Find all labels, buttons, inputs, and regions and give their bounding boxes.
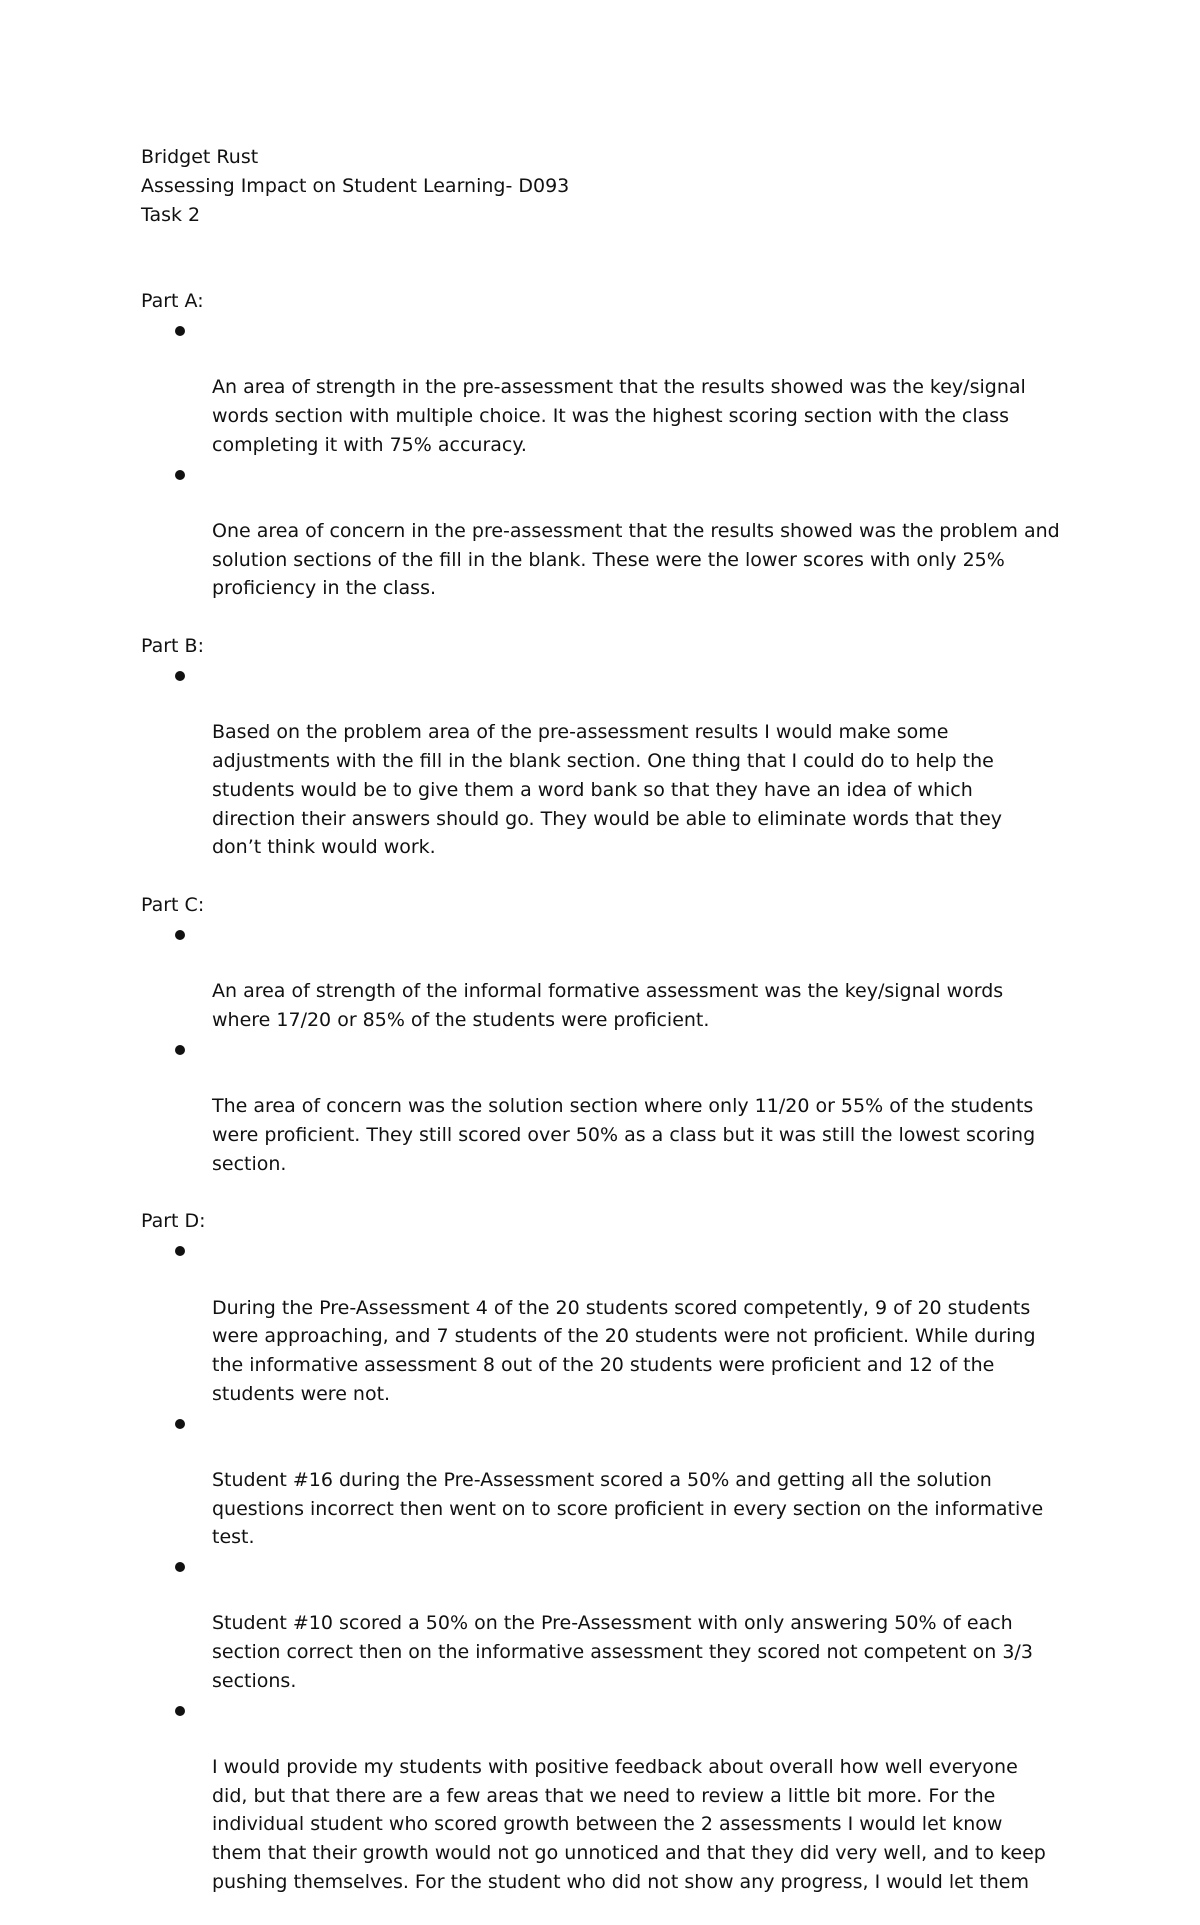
part-d-list	[141, 1236, 1081, 1896]
list-item	[141, 460, 1081, 604]
document-body	[141, 287, 1081, 1925]
list-item-text: Student #10 scored a 50% on the Pre-Assessment with only answering 50% of each section correct then on the informative assessment they scored not competent on 3/3 sections.	[212, 1612, 1033, 1692]
list-item-text: During the Pre-Assessment 4 of the 20 students scored competently, 9 of 20 students were approaching, and 7 students of the 20 students were not proficient. While during the informative assessment 8 out of the 20 students were proficient and 12 of the students were not.	[212, 1296, 1036, 1405]
list-item	[141, 1035, 1081, 1179]
list-item	[141, 661, 1081, 862]
part-c-heading: Part C:	[141, 893, 205, 916]
document-header	[141, 143, 1081, 230]
part-a-heading: Part A:	[141, 290, 204, 312]
part-b-section	[141, 632, 1081, 862]
list-item-text: An area of strength in the pre-assessment that the results showed was the key/signal words section with multiple choice. It was the highest scoring section with the class completing it with 75% accuracy.	[212, 376, 1026, 456]
list-item	[141, 920, 1081, 1035]
bullet-icon	[175, 1045, 185, 1055]
bullet-icon	[175, 1419, 185, 1429]
list-item	[141, 1696, 1081, 1897]
bullet-icon	[175, 1706, 185, 1716]
list-item	[141, 1552, 1081, 1696]
task-label: Task 2	[141, 204, 201, 226]
list-item	[141, 1236, 1081, 1408]
bullet-icon	[175, 1246, 185, 1256]
part-b-heading: Part B:	[141, 635, 204, 658]
part-d-heading: Part D:	[141, 1210, 206, 1233]
part-a-list	[141, 316, 1081, 603]
list-item-text: An area of strength of the informal formative assessment was the key/signal words where 17/20 or 85% of the students were proficient.	[212, 980, 1004, 1032]
part-c-list	[141, 920, 1081, 1178]
list-item-text: The area of concern was the solution section where only 11/20 or 55% of the students were proficient. They still scored over 50% as a class but it was still the lowest scoring section.	[212, 1095, 1036, 1175]
list-item	[141, 316, 1081, 460]
part-a-section	[141, 287, 1081, 603]
list-item-text: Based on the problem area of the pre-assessment results I would make some adjustments with the fill in the blank section. One thing that I could do to help the students would be to give them a word bank so that they have an idea of which direction their answers should go. They would be able to eliminate words that they don’t think would work.	[212, 721, 1003, 859]
bullet-icon	[175, 326, 185, 336]
part-b-list	[141, 661, 1081, 862]
bullet-icon	[175, 470, 185, 480]
bullet-icon	[175, 930, 185, 940]
bullet-icon	[175, 671, 185, 681]
part-d-section	[141, 1207, 1081, 1896]
part-c-section	[141, 891, 1081, 1178]
list-item-text: One area of concern in the pre-assessment that the results showed was the problem and solution sections of the fill in the blank. These were the lower scores with only 25% proficiency in the class.	[212, 519, 1060, 600]
list-item-text: Student #16 during the Pre-Assessment scored a 50% and getting all the solution questions incorrect then went on to score proficient in every section on the informative test.	[212, 1468, 1044, 1549]
list-item-text: I would provide my students with positive feedback about overall how well everyone did, but that there are a few areas that we need to review a little bit more. For the individual student who scored growth between the 2 assessments I would let know them that their growth would not go unnoticed and that they did very well, and to keep pushing themselves. For the student who did not show any progress, I would let them	[212, 1755, 1046, 1893]
author-name: Bridget Rust	[141, 146, 259, 168]
bullet-icon	[175, 1562, 185, 1572]
course-title: Assessing Impact on Student Learning- D093	[141, 175, 570, 197]
list-item	[141, 1409, 1081, 1553]
